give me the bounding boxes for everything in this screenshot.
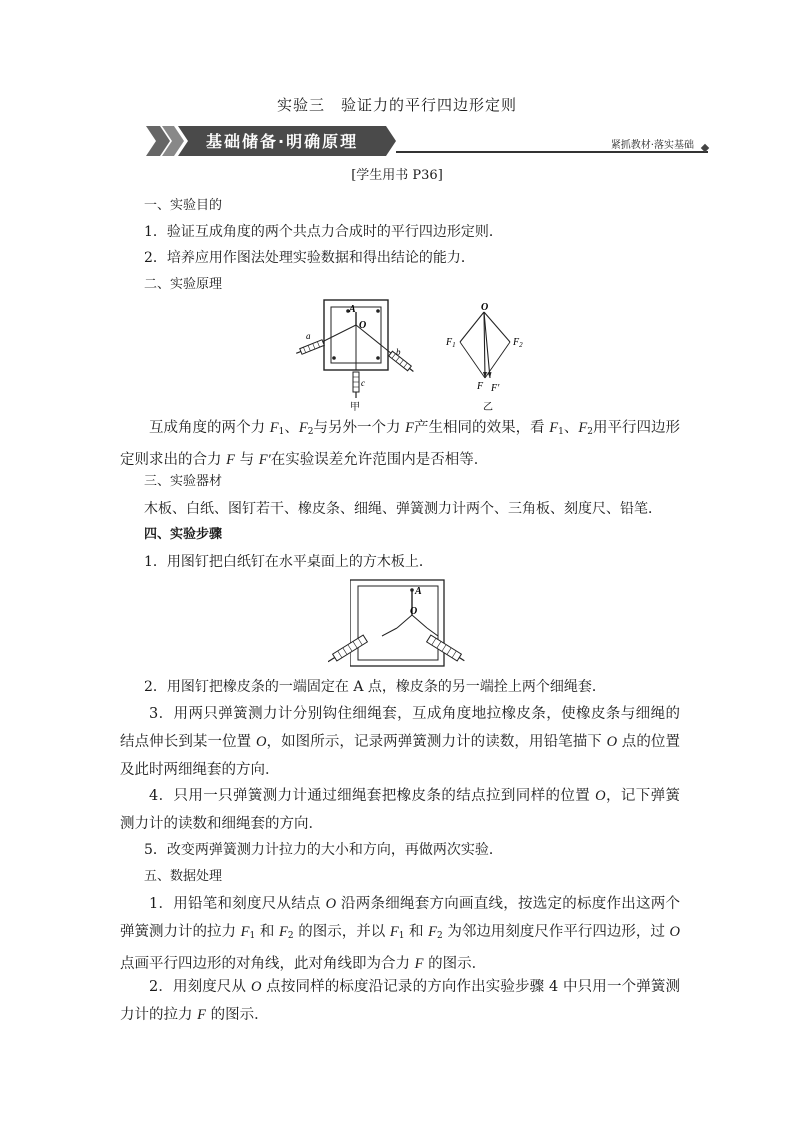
step-5: 5．改变两弹簧测力计拉力的大小和方向，再做两次实验． [144, 842, 503, 858]
page-title: 实验三 验证力的平行四边形定则 [276, 96, 517, 114]
label-A: A [415, 586, 422, 597]
label-c: c [361, 378, 365, 388]
spring-scales [328, 628, 468, 670]
label-b: b [396, 347, 401, 357]
data-item-2: 2．用刻度尺从 O 点按同样的标度沿记录的方向作出实验步骤 4 中只用一个弹簧测力计的拉力 F 的图示． [120, 979, 680, 1023]
steps-heading: 四、实验步骤 [144, 527, 223, 542]
principle-heading: 二、实验原理 [144, 277, 223, 292]
principle-paragraph: 互成角度的两个力 $F_1$、$F_2$与另外一个力 F产生相同的效果，看 $F_1$、$F_2$用平行四边形定则求出的合力 F 与 F′在实验误差允许范围内是否相等． [120, 420, 681, 468]
data-item-1: 1．用铅笔和刻度尺从结点 O 沿两条细绳套方向画直线，按选定的标度作出这两个弹簧测力计的拉力 $F_1$ 和 $F_2$ 的图示，并以 $F_1$ 和 $F_2$ 为邻边用刻度尺作平行四边形，过 O 点画平行四边形的对角线，此对角线即为合力 F 的图示． [120, 896, 681, 972]
section-banner [146, 126, 708, 156]
label-O: O [481, 302, 489, 313]
data-heading: 五、数据处理 [144, 869, 223, 884]
banner-title: 基础储备·明确原理 [206, 132, 359, 151]
label-jia: 甲 [350, 402, 360, 413]
step-3: 3．用两只弹簧测力计分别钩住细绳套，互成角度地拉橡皮条，使橡皮条与细绳的结点伸长到某一位置 O，如图所示，记录两弹簧测力计的读数，用铅笔描下 O 点的位置及此时两细绳套的方向． [120, 706, 681, 778]
figure-yi [440, 298, 536, 414]
step-4: 4．只用一只弹簧测力计通过细绳套把橡皮条的结点拉到同样的位置 O，记下弹簧测力计的读数和细绳套的方向． [120, 788, 680, 832]
label-O: O [359, 320, 367, 331]
figure-jia [290, 298, 420, 414]
step-1: 1．用图钉把白纸钉在水平桌面上的方木板上． [144, 554, 433, 570]
banner-divider [396, 151, 708, 153]
label-O: O [410, 606, 418, 617]
label-A: A [349, 304, 356, 315]
purpose-item-2: 2．培养应用作图法处理实验数据和得出结论的能力． [144, 250, 475, 266]
label-F1: $F_1$ [446, 337, 456, 349]
step-2: 2．用图钉把橡皮条的一端固定在 A 点，橡皮条的另一端拴上两个细绳套． [144, 679, 606, 695]
book-reference: [学生用书 P36] [351, 168, 443, 183]
equipment-text: 木板、白纸、图钉若干、橡皮条、细绳、弹簧测力计两个、三角板、刻度尺、铅笔． [144, 501, 662, 517]
label-yi: 乙 [483, 402, 493, 413]
purpose-heading: 一、实验目的 [144, 198, 223, 213]
banner-subtitle: 紧抓教材·落实基础 [610, 140, 694, 151]
label-F2: $F_2$ [513, 337, 523, 349]
label-F-prime: F′ [491, 383, 500, 394]
equipment-heading: 三、实验器材 [144, 474, 223, 489]
label-a: a [306, 331, 311, 341]
label-F: F [477, 381, 484, 392]
purpose-item-1: 1．验证互成角度的两个共点力合成时的平行四边形定则． [144, 224, 503, 240]
